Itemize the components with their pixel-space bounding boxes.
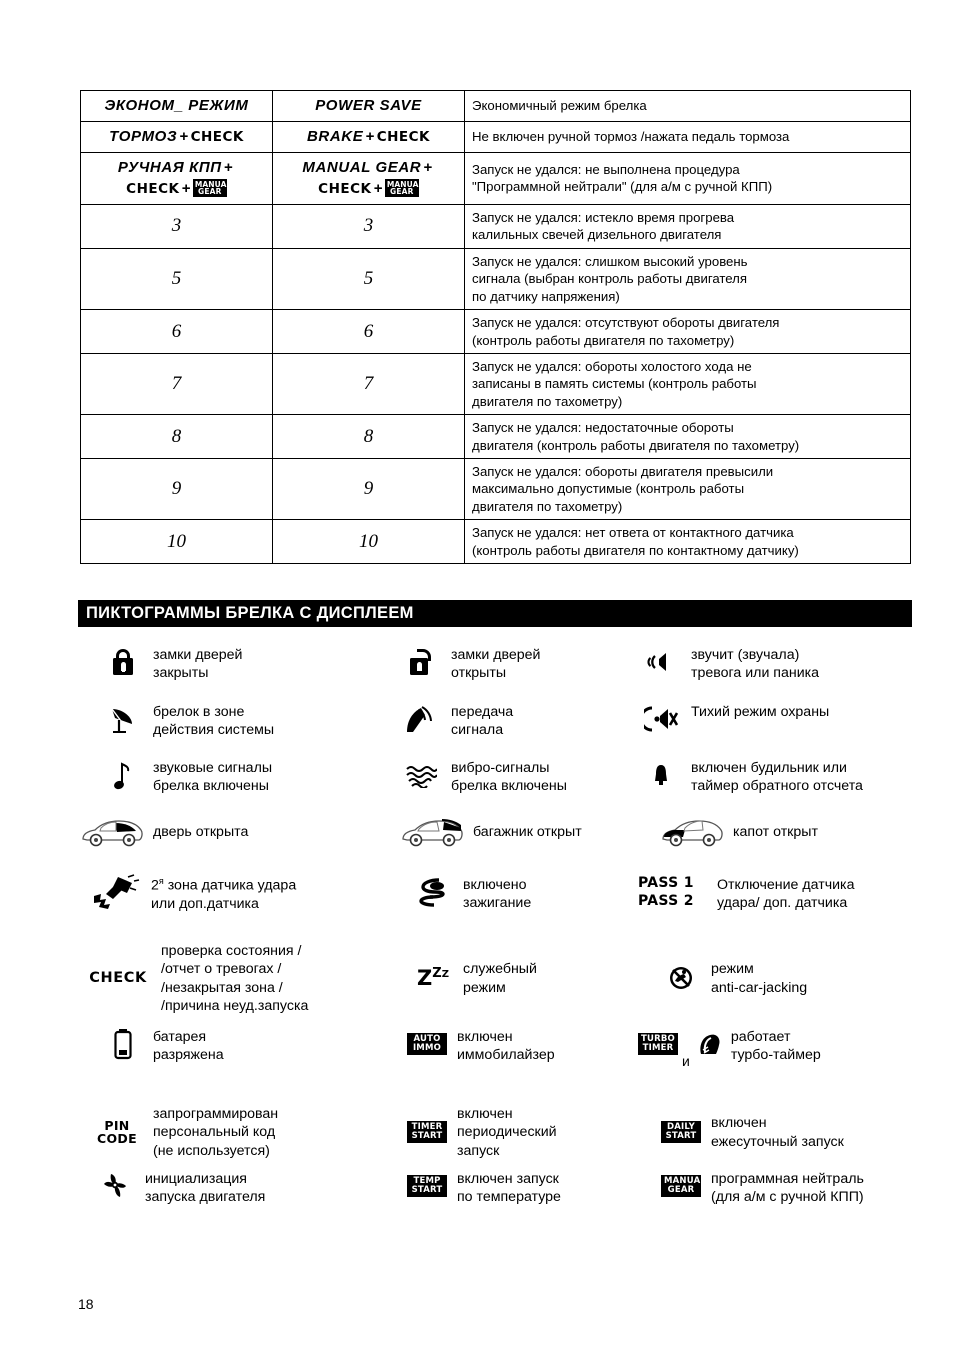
table-row <box>81 121 911 152</box>
pictogram-label: включен запуск по температуре <box>457 1171 561 1206</box>
battery-low-icon <box>100 1027 146 1061</box>
code-ru <box>81 152 273 205</box>
section-header-pictograms: ПИКТОГРАММЫ БРЕЛКА С ДИСПЛЕЕМ <box>78 600 912 627</box>
pictogram-label: багажник открыт <box>473 824 582 840</box>
plus-sign: + <box>179 127 189 145</box>
pictogram-item <box>398 873 638 929</box>
pictogram-label: звучит (звучала) тревога или паника <box>691 647 820 682</box>
pictogram-label: Тихий режим охраны <box>691 704 830 720</box>
pin-code-icon: PIN CODE <box>97 1117 137 1146</box>
pictogram-item <box>78 813 398 873</box>
table-row <box>81 205 911 249</box>
desc-line: Запуск не удался: слишком высокий уровень <box>472 253 748 269</box>
pass1-label: PASS 1 <box>638 875 694 891</box>
code-ru: 6 <box>81 310 273 354</box>
code-en: 9 <box>273 459 465 520</box>
pictogram-item <box>78 1095 398 1167</box>
code-description <box>465 121 911 152</box>
pass2-label: PASS 2 <box>638 892 694 909</box>
code-description <box>465 310 911 354</box>
desc-line: максимально допустимые (контроль работы <box>472 481 745 497</box>
pictogram-row <box>78 1025 954 1095</box>
satellite-dish-icon <box>100 702 146 736</box>
shock-sensor-icon <box>86 875 144 909</box>
desc-line: "Программной нейтрали" (для а/м с ручной КПП) <box>472 179 773 195</box>
table-row <box>81 310 911 354</box>
shock-zone-line: $2^я$ зона датчика удара <box>151 876 297 894</box>
desc-line: двигателя по тахометру) <box>472 498 623 514</box>
desc-line: Запуск не удался: обороты двигателя превысили <box>472 464 774 480</box>
music-note-icon <box>100 758 146 792</box>
car-hood-open-icon <box>658 815 726 849</box>
desc-line: записаны в память системы (контроль работы <box>472 376 757 392</box>
pictogram-item <box>398 1025 638 1095</box>
ignition-icon <box>410 875 456 909</box>
table-row <box>81 415 911 459</box>
manual-gear-badge-icon: MANUAL GEAR <box>658 1169 704 1203</box>
code-en: 10 <box>273 520 465 564</box>
desc-line: (контроль работы двигателя по контактному датчику) <box>472 542 799 558</box>
pictogram-item <box>78 1025 398 1095</box>
code-en-text: MANUAL GEAR <box>302 158 422 176</box>
sleep-zzz-icon: $Z^{ZZ}$ <box>417 966 449 990</box>
car-door-open-icon <box>78 815 146 849</box>
manual-gear-badge-icon: MANUAL GEAR <box>194 179 232 197</box>
desc-line: сигнала (выбран контроль работы двигателя <box>472 271 748 287</box>
engine-init-fan-icon <box>92 1169 138 1203</box>
anti-carjacking-icon <box>658 961 704 995</box>
pictogram-label: дверь открыта <box>153 824 249 840</box>
desc-line: (контроль работы двигателя по тахометру) <box>472 332 735 348</box>
pictogram-label: программная нейтраль (для а/м с ручной КПП) <box>711 1171 864 1206</box>
pictogram-item <box>398 813 638 873</box>
code-ru-text: РУЧНАЯ КПП <box>117 158 222 176</box>
code-description <box>465 415 911 459</box>
code-ru: 8 <box>81 415 273 459</box>
desc-line: Запуск не удался: истекло время прогрева <box>472 210 735 225</box>
code-ru: 9 <box>81 459 273 520</box>
code-ru: 5 <box>81 248 273 309</box>
code-en-text: POWER SAVE <box>315 97 422 114</box>
pictogram-row <box>78 929 954 1025</box>
code-ru-text: ТОРМОЗ <box>109 127 178 145</box>
error-code-table <box>80 90 911 564</box>
table-row <box>81 248 911 309</box>
auto-immo-badge-icon: AUTO IMMO <box>404 1027 450 1061</box>
pictogram-item <box>638 1095 954 1167</box>
desc-line: Запуск не удался: обороты холостого хода не <box>472 358 752 374</box>
timer-start-badge-icon: TIMER START <box>404 1115 450 1149</box>
pictogram-label: вибро-сигналы брелка включены <box>451 760 567 795</box>
pictogram-item <box>78 643 398 700</box>
code-en-text: BRAKE <box>306 127 364 145</box>
pictogram-item <box>78 929 398 1025</box>
code-en: 6 <box>273 310 465 354</box>
table-row <box>81 520 911 564</box>
table-row <box>81 459 911 520</box>
pictogram-label: инициализация запуска двигателя <box>145 1171 266 1206</box>
vibration-icon <box>398 758 444 792</box>
pictogram-label: включен будильник или таймер обратного отсчета <box>691 760 863 795</box>
pictogram-label: передача сигнала <box>451 704 514 739</box>
conjunction-label: и <box>682 1053 690 1069</box>
code-en <box>273 91 465 122</box>
check-word: CHECK <box>376 128 430 145</box>
code-ru: 10 <box>81 520 273 564</box>
code-ru: 7 <box>81 353 273 414</box>
pictogram-item <box>78 1167 398 1225</box>
table-row <box>81 91 911 122</box>
pictogram-item <box>638 873 954 929</box>
pictogram-row <box>78 1167 954 1225</box>
pictogram-label: капот открыт <box>733 824 818 840</box>
code-description <box>465 205 911 249</box>
pictogram-item <box>638 1167 954 1225</box>
pictogram-item <box>638 929 954 1025</box>
desc-line: Запуск не удался: не выполнена процедура <box>472 161 740 177</box>
code-ru <box>81 121 273 152</box>
code-description <box>465 91 911 122</box>
code-description <box>465 353 911 414</box>
code-en: 5 <box>273 248 465 309</box>
pictogram-row <box>78 700 954 756</box>
pictogram-item <box>398 1095 638 1167</box>
pictogram-item <box>398 700 638 756</box>
pictogram-item <box>78 873 398 929</box>
code-en: 3 <box>273 205 465 249</box>
code-description <box>465 459 911 520</box>
pictogram-row <box>78 813 954 873</box>
code-description <box>465 152 911 205</box>
pictogram-label: режим anti-car-jacking <box>711 961 808 996</box>
lock-open-icon <box>398 645 444 679</box>
code-en <box>273 121 465 152</box>
signal-transmit-icon <box>398 702 444 736</box>
plus-sign: + <box>181 180 191 198</box>
pictogram-item <box>398 929 638 1025</box>
temp-start-badge-icon: TEMP START <box>404 1169 450 1203</box>
pictogram-label: $2^я$ зона датчика удара или доп.датчика <box>151 876 297 912</box>
code-ru-text: ЭКОНОМ_ РЕЖИМ <box>104 97 249 114</box>
pictogram-label: включен ежесуточный запуск <box>711 1115 844 1150</box>
desc-line: калильных свечей дизельного двигателя <box>472 227 722 243</box>
page-number: 18 <box>78 1296 94 1312</box>
pictogram-item <box>638 1025 954 1095</box>
pictogram-label: проверка состояния / /отчет о тревогах / /незакрытая зона / /причина неуд.запуска <box>161 943 309 1014</box>
pictogram-item <box>78 700 398 756</box>
pictogram-row <box>78 756 954 813</box>
check-word: CHECK <box>126 181 180 198</box>
pictogram-item <box>638 813 954 873</box>
plus-sign: + <box>373 180 383 198</box>
pictogram-item <box>398 756 638 813</box>
bell-icon <box>638 758 684 792</box>
pictogram-item <box>398 1167 638 1225</box>
desc-line: Запуск не удался: нет ответа от контактного датчика <box>472 525 794 541</box>
pictogram-label: замки дверей открыты <box>451 647 541 682</box>
pictogram-label: работает турбо-таймер <box>730 1029 821 1064</box>
plus-sign: + <box>365 127 375 145</box>
pictogram-item <box>638 643 954 700</box>
code-en: 7 <box>273 353 465 414</box>
code-en <box>273 152 465 205</box>
table-row <box>81 152 911 205</box>
pictogram-row <box>78 1095 954 1167</box>
turbo-smoke-icon <box>694 1027 724 1061</box>
pictogram-label: батарея разряжена <box>153 1029 224 1064</box>
turbo-timer-badge-icon: TURBO TIMER <box>638 1027 678 1061</box>
desc-line: Не включен ручной тормоз /нажата педаль тормоза <box>472 128 790 144</box>
table-row <box>81 353 911 414</box>
car-trunk-open-icon <box>398 815 466 849</box>
pictogram-label: замки дверей закрыты <box>153 647 243 682</box>
plus-sign: + <box>223 158 234 176</box>
pictogram-label: служебный режим <box>463 961 537 996</box>
pass-label-icon <box>638 875 710 909</box>
code-en: 8 <box>273 415 465 459</box>
pictogram-label: запрограммирован персональный код (не используется) <box>153 1106 279 1159</box>
code-description <box>465 248 911 309</box>
lock-closed-icon <box>100 645 146 679</box>
desc-line: по датчику напряжения) <box>472 288 620 304</box>
code-ru: 3 <box>81 205 273 249</box>
check-word: CHECK <box>190 128 244 145</box>
check-word-icon: CHECK <box>89 970 147 986</box>
alarm-sounding-icon <box>638 645 684 679</box>
check-word: CHECK <box>318 181 372 198</box>
manual-gear-badge-icon: MANUAL GEAR <box>386 179 424 197</box>
pictogram-label: Отключение датчика удара/ доп. датчика <box>717 877 855 912</box>
pictogram-legend-grid <box>78 643 954 1225</box>
pictogram-row <box>78 873 954 929</box>
desc-line: двигателя (контроль работы двигателя по тахометру) <box>472 437 800 453</box>
daily-start-badge-icon: DAILY START <box>658 1115 704 1149</box>
silent-mode-icon <box>638 702 684 736</box>
code-description <box>465 520 911 564</box>
desc-line: двигателя по тахометру) <box>472 393 623 409</box>
plus-sign: + <box>423 158 433 176</box>
pictogram-label: брелок в зоне действия системы <box>153 704 275 739</box>
pictogram-row <box>78 643 954 700</box>
desc-line: Запуск не удался: недостаточные обороты <box>472 420 734 436</box>
pictogram-item <box>638 756 954 813</box>
pictogram-label: включен периодический запуск <box>457 1106 557 1159</box>
pictogram-item <box>638 700 954 756</box>
pictogram-label: включен иммобилайзер <box>457 1029 555 1064</box>
pictogram-item <box>78 756 398 813</box>
pictogram-label: звуковые сигналы брелка включены <box>153 760 273 795</box>
pictogram-item <box>398 643 638 700</box>
code-ru <box>81 91 273 122</box>
desc-line: Экономичный режим брелка <box>472 98 647 114</box>
desc-line: Запуск не удался: отсутствуют обороты двигателя <box>472 315 780 331</box>
pictogram-label: включено зажигание <box>463 877 532 912</box>
